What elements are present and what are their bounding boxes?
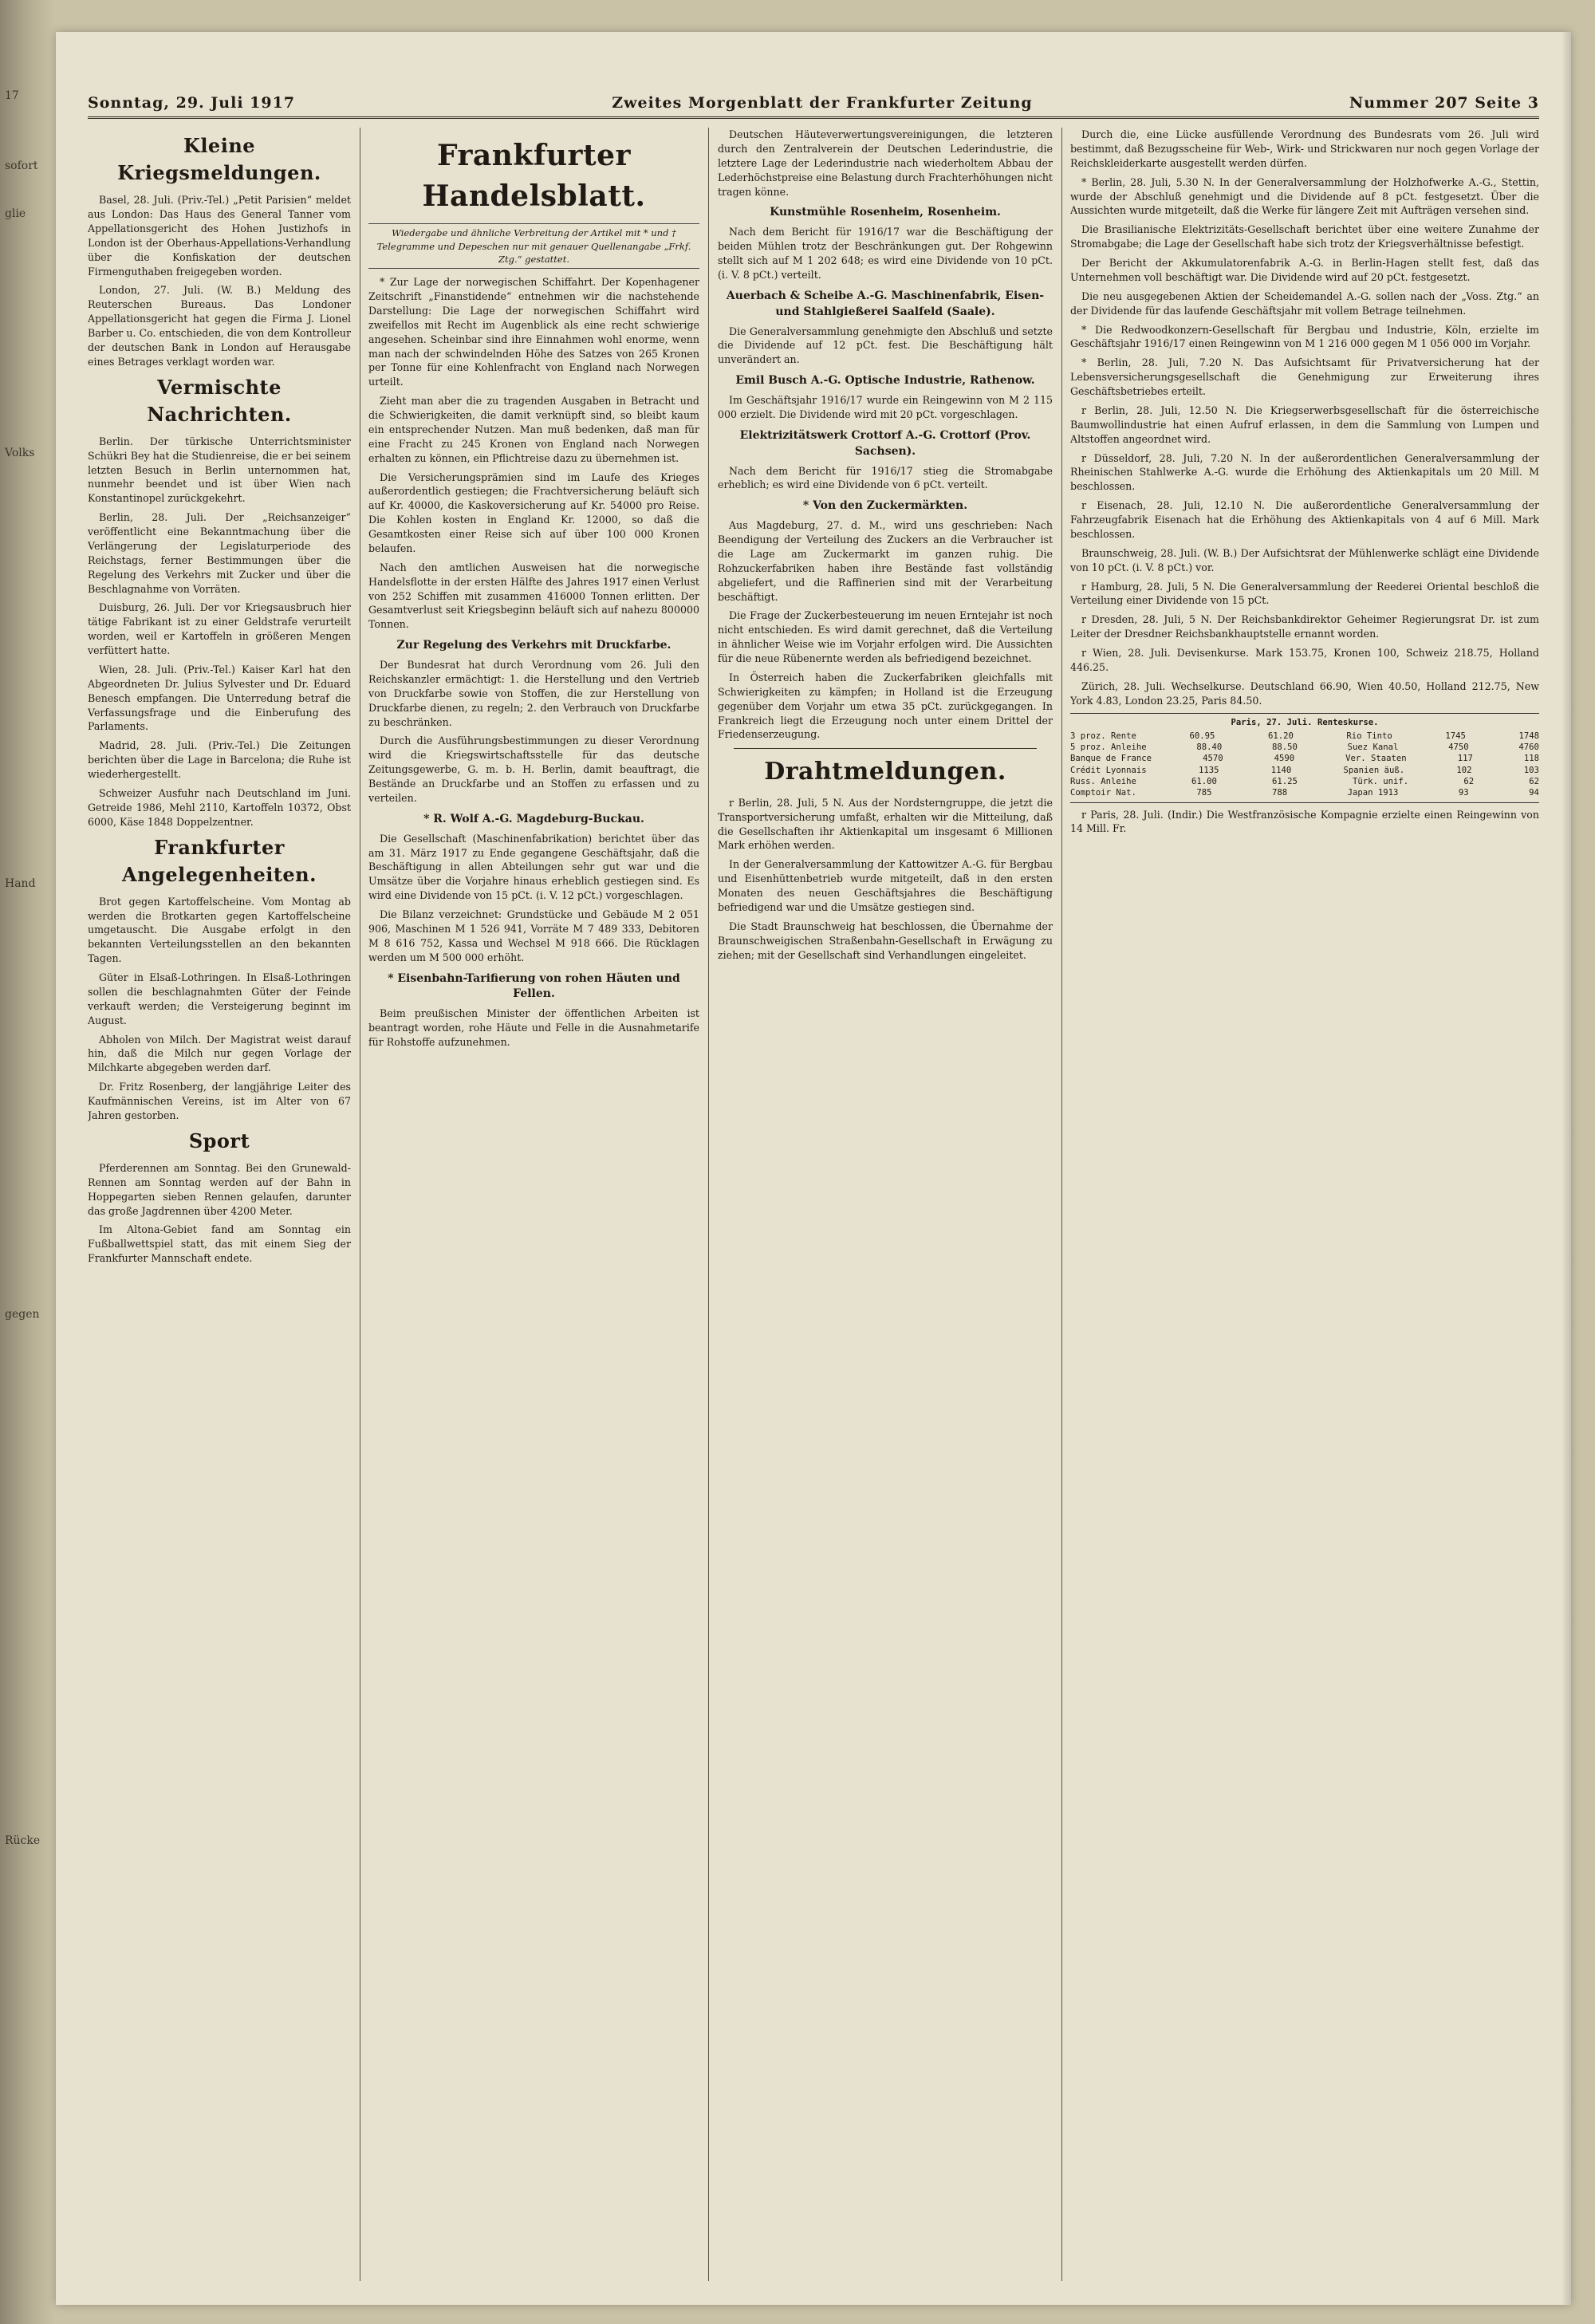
table-cell: 103 <box>1523 765 1539 775</box>
article-paragraph: * Berlin, 28. Juli, 7.20 N. Das Aufsichtsamt für Privatversicherung hat der Lebensversicherungsgesellschaft die Genehmigung zur Erweiterung ihres Geschäftsbetriebes erteilt. <box>1070 356 1539 397</box>
newspaper-page <box>56 32 1571 2305</box>
article-paragraph: Pferderennen am Sonntag. Bei den Grunewald-Rennen am Sonntag werden auf der Bahn in Hoppegarten sieben Rennen gelaufen, darunter das große Jagdrennen über 4200 Meter. <box>88 1161 351 1217</box>
article-paragraph: Die Brasilianische Elektrizitäts-Gesellschaft berichtet über eine weitere Zunahme der Stromabgabe; die Lage der Gesellschaft habe sich trotz der Kriegsverhältnisse befestigt. <box>1070 223 1539 250</box>
table-body <box>1070 731 1539 799</box>
masthead-page-number: Nummer 207 Seite 3 <box>1349 94 1539 112</box>
article-paragraph: Aus Magdeburg, 27. d. M., wird uns geschrieben: Nach Beendigung der Verteilung des Zuckers an die Verbraucher ist die Lage am Zuckermarkt im ganzen ruhig. Die Rohzuckerfabriken haben ihre Bestände fast vollständig abgeliefert, und die Raffinerien sind mit der Verarbeitung beschäftigt. <box>718 519 1053 603</box>
article-paragraph: * Die Redwoodkonzern-Gesellschaft für Bergbau und Industrie, Köln, erzielte im Geschäftsjahr 1916/17 einen Reingewinn von M 1 216 000 gegen M 1 056 000 im Vorjahr. <box>1070 323 1539 350</box>
article-paragraph: Durch die, eine Lücke ausfüllende Verordnung des Bundesrats vom 26. Juli wird bestimmt, daß Bezugsscheine für Web-, Wirk- und Strickwaren nur noch gegen Vorlage der Reichskleiderkarte ausgestellt werden dürfen. <box>1070 128 1539 169</box>
article-paragraph: Deutschen Häuteverwertungsvereinigungen, die letzteren durch den Zentralverein der Deutschen Lederindustrie, die letztere Lage der Lederindustrie nach wiederholtem Abbau der Lederhöchstpreise eine Belastung durch Frachterhöhungen nicht tragen könne. <box>718 128 1053 198</box>
article-paragraph: Die Bilanz verzeichnet: Grundstücke und Gebäude M 2 051 906, Maschinen M 1 526 941, Vorräte M 7 489 333, Debitoren M 8 616 752, Kassa und Wechsel M 918 666. Die Rücklagen werden um M 500 000 erhöht. <box>368 908 699 963</box>
table-cell: 118 <box>1523 754 1539 764</box>
column-rule <box>1061 128 1062 2281</box>
article-paragraph: Basel, 28. Juli. (Priv.-Tel.) „Petit Parisien“ meldet aus London: Das Haus des General Tanner vom Appellationsgericht des Hohen Justizhofs in London ist der Oberhaus-Appellations-Verhandlung über die Konfiskation der deutschen Firmenguthaben freigegeben worden. <box>88 194 351 278</box>
adjacent-page-edge <box>0 0 54 2324</box>
article-paragraph: Zürich, 28. Juli. Wechselkurse. Deutschland 66.90, Wien 40.50, Holland 212.75, New York 4.83, London 23.25, Paris 84.50. <box>1070 679 1539 707</box>
article-paragraph: Nach dem Bericht für 1916/17 stieg die Stromabgabe erheblich; es wird eine Dividende von 6 pCt. verteilt. <box>718 464 1053 491</box>
table-row <box>1070 776 1539 787</box>
masthead <box>88 72 1539 119</box>
table-row <box>1070 742 1539 753</box>
article-paragraph: Im Altona-Gebiet fand am Sonntag ein Fußballwettspiel statt, das mit einem Sieg der Frankfurter Mannschaft endete. <box>88 1223 351 1265</box>
column-4 <box>1070 128 1539 2281</box>
article-paragraph: r Berlin, 28. Juli, 12.50 N. Die Kriegserwerbsgesellschaft für die österreichische Baumwollindustrie hat einen Aufruf erlassen, in dem die Sammlung von Lumpen und Altstoffen angeordnet wird. <box>1070 404 1539 445</box>
table-cell: 61.20 <box>1267 731 1294 741</box>
column-2 <box>368 128 699 2281</box>
section-heading-drahtmeldungen: Drahtmeldungen. <box>764 758 1006 786</box>
table-cell: 4750 <box>1448 742 1469 753</box>
article-paragraph: Die Generalversammlung genehmigte den Abschluß und setzte die Dividende auf 12 pCt. fest. Die Beschäftigung hält unverändert an. <box>718 325 1053 366</box>
table-cell: 102 <box>1456 765 1472 775</box>
article-paragraph: Im Geschäftsjahr 1916/17 wurde ein Reingewinn von M 2 115 000 erzielt. Die Dividende wird mit 20 pCt. vorgeschlagen. <box>718 394 1053 420</box>
table-row <box>1070 765 1539 776</box>
edge-fragment: sofort <box>5 160 38 172</box>
exchange-rate-table <box>1070 713 1539 803</box>
table-cell: 88.40 <box>1196 742 1223 753</box>
article-heading: Zur Regelung des Verkehrs mit Druckfarbe. <box>396 639 671 652</box>
article-paragraph: Duisburg, 26. Juli. Der vor Kriegsausbruch hier tätige Fabrikant ist zu einer Geldstrafe verurteilt worden, weil er Kartoffeln in größeren Mengen verfüttert hatte. <box>88 601 351 657</box>
table-cell: 785 <box>1196 788 1212 798</box>
table-cell: 62 <box>1463 776 1475 786</box>
article-paragraph: r Paris, 28. Juli. (Indir.) Die Westfranzösische Kompagnie erzielte einen Reingewinn von 14 Mill. Fr. <box>1070 808 1539 835</box>
edge-fragment: glie <box>5 207 26 220</box>
article-paragraph: Die neu ausgegebenen Aktien der Scheidemandel A.-G. sollen nach der „Voss. Ztg.“ an der Dividende für das laufende Geschäftsjahr mit vollem Betrage teilnehmen. <box>1070 290 1539 317</box>
reprint-notice: Wiedergabe und ähnliche Verbreitung der Artikel mit * und † Telegramme und Depeschen nur mit genauer Quellenangabe „Frkf. Ztg.“ gestattet. <box>368 223 699 269</box>
article-paragraph: * Zur Lage der norwegischen Schiffahrt. Der Kopenhagener Zeitschrift „Finanstidende“ entnehmen wir die nachstehende Darstellung: Die Lage der norwegischen Schiffahrt wird zweifellos mit Recht im Augenblick als eine recht schwierige angesehen. Scheinbar sind ihre Einnahmen wohl enorme, wenn man nach der schwindelnden Höhe des Satzes von 265 Kronen per Tonne für eine Kohlenfracht von England nach Norwegen urteilt. <box>368 276 699 388</box>
article-paragraph: Nach den amtlichen Ausweisen hat die norwegische Handelsflotte in der ersten Hälfte des Jahres 1917 einen Verlust von 252 Schiffen mit zusammen 416000 Tonnen erlitten. Der Gesamtverlust seit Kriegsbeginn beläuft sich auf nahezu 800000 Tonnen. <box>368 561 699 631</box>
article-paragraph: Die Frage der Zuckerbesteuerung im neuen Erntejahr ist noch nicht entschieden. Es wird damit gerechnet, daß die Verteilung in ähnlicher Weise wie im Vorjahr erfolgen wird. Die Aussichten für die neue Rübenernte werden als befriedigend bezeichnet. <box>718 609 1053 664</box>
table-cell: 788 <box>1272 788 1288 798</box>
article-paragraph: Die Stadt Braunschweig hat beschlossen, die Übernahme der Braunschweigischen Straßenbahn-Gesellschaft in Erwägung zu ziehen; mit der Gesellschaft sind Verhandlungen eingeleitet. <box>718 920 1053 961</box>
table-cell: 4590 <box>1274 754 1295 764</box>
table-cell: 5 proz. Anleihe <box>1070 742 1147 753</box>
article-paragraph: Der Bundesrat hat durch Verordnung vom 26. Juli den Reichskanzler ermächtigt: 1. die Herstellung und den Vertrieb von Druckfarbe sowie von Stoffen, die zur Herstellung von Druckfarbe dienen, zu regeln; 2. den Verbrauch von Druckfarbe zu beschränken. <box>368 659 699 728</box>
article-paragraph: Brot gegen Kartoffelscheine. Vom Montag ab werden die Brotkarten gegen Kartoffelscheine umgetauscht. Die Ausgabe erfolgt in den bekannten Verteilungsstellen an den bekannten Tagen. <box>88 895 351 965</box>
table-cell: 1745 <box>1445 731 1466 741</box>
table-cell: 1748 <box>1518 731 1539 741</box>
article-paragraph: Dr. Fritz Rosenberg, der langjährige Leiter des Kaufmännischen Vereins, ist im Alter von 67 Jahren gestorben. <box>88 1081 351 1121</box>
article-paragraph: Berlin. Der türkische Unterrichtsminister Schükri Bey hat die Studienreise, die er bei seinem letzten Besuch in Berlin unternommen hat, nunmehr beendet und ist über Wien nach Konstantinopel zurückgekehrt. <box>88 435 351 505</box>
section-heading-angelegenheiten: Frankfurter Angelegenheiten. <box>121 835 317 886</box>
article-heading: Elektrizitätswerk Crottorf A.-G. Crottorf (Prov. Sachsen). <box>739 428 1031 458</box>
page-fold-shadow <box>1562 32 1571 2305</box>
table-cell: 3 proz. Rente <box>1070 731 1136 741</box>
divider <box>734 748 1037 749</box>
column-3 <box>718 128 1053 2281</box>
article-paragraph: Durch die Ausführungsbestimmungen zu dieser Verordnung wird die Kriegswirtschaftsstelle für das deutsche Zeitungsgewerbe, G. m. b. H. Berlin, damit beauftragt, die Bestände an Druckfarbe und an Stoffen zu erfassen und zu verteilen. <box>368 735 699 804</box>
article-paragraph: Nach dem Bericht für 1916/17 war die Beschäftigung der beiden Mühlen trotz der Beschränkungen gut. Der Rohgewinn stellt sich auf M 1 202 648; es wird eine Dividende von 10 pCt. (i. V. 8 pCt.) verteilt. <box>718 226 1053 281</box>
table-cell: 60.95 <box>1189 731 1215 741</box>
table-cell: 4760 <box>1518 742 1539 753</box>
article-paragraph: Schweizer Ausfuhr nach Deutschland im Juni. Getreide 1986, Mehl 2110, Kartoffeln 10372, Obst 6000, Käse 1848 Doppelzentner. <box>88 786 351 828</box>
table-cell: Russ. Anleihe <box>1070 776 1136 786</box>
table-cell: 1140 <box>1270 765 1292 775</box>
table-cell: 94 <box>1529 788 1539 798</box>
column-1 <box>88 128 351 2281</box>
section-heading-handelsblatt: Frankfurter Handelsblatt. <box>422 139 646 214</box>
table-cell: Spanien äuß. <box>1343 765 1405 775</box>
article-paragraph: Zieht man aber die zu tragenden Ausgaben in Betracht und die Schwierigkeiten, die damit verknüpft sind, so bleibt kaum ein entsprechender Nutzen. Man muß bedenken, daß man für eine Fracht zu 245 Kronen von England nach Norwegen erhalten zu können, ein Pflichtreise dazu zu übernehmen ist. <box>368 395 699 464</box>
table-cell: Crédit Lyonnais <box>1070 765 1147 775</box>
article-paragraph: Abholen von Milch. Der Magistrat weist darauf hin, daß die Milch nur gegen Vorlage der Milchkarte abgegeben werden darf. <box>88 1033 351 1074</box>
article-paragraph: r Hamburg, 28. Juli, 5 N. Die Generalversammlung der Reederei Oriental beschloß die Verteilung einer Dividende von 15 pCt. <box>1070 580 1539 607</box>
article-paragraph: Berlin, 28. Juli. Der „Reichsanzeiger“ veröffentlicht eine Bekanntmachung über die Verlängerung der Legislaturperiode des Reichstags, ferner Bestimmungen über die Regelung des Verkehrs mit Zucker und über die Beschlagnahme von Vorräten. <box>88 511 351 595</box>
edge-fragment: Volks <box>5 447 35 459</box>
article-heading: * R. Wolf A.-G. Magdeburg-Buckau. <box>423 812 644 825</box>
article-paragraph: r Dresden, 28. Juli, 5 N. Der Reichsbankdirektor Geheimer Regierungsrat Dr. ist zum Leiter der Dresdner Reichsbankhauptstelle ernannt worden. <box>1070 613 1539 640</box>
table-cell: Banque de France <box>1070 754 1152 764</box>
article-paragraph: Güter in Elsaß-Lothringen. In Elsaß-Lothringen sollen die beschlagnahmten Güter der Feinde verkauft werden; die Versteigerung beginnt im August. <box>88 971 351 1026</box>
table-row <box>1070 787 1539 798</box>
table-cell: 1135 <box>1198 765 1219 775</box>
article-paragraph: r Berlin, 28. Juli, 5 N. Aus der Nordsterngruppe, die jetzt die Transportversicherung umfaßt, erhalten wir die Mitteilung, daß die Gesellschaften ihr Aktienkapital um insgesamt 6 Millionen Mark erhöhen werden. <box>718 796 1053 852</box>
table-cell: 117 <box>1457 754 1473 764</box>
section-heading-sport: Sport <box>188 1129 250 1152</box>
article-paragraph: Braunschweig, 28. Juli. (W. B.) Der Aufsichtsrat der Mühlenwerke schlägt eine Dividende von 10 pCt. (i. V. 8 pCt.) vor. <box>1070 546 1539 573</box>
article-heading: Kunstmühle Rosenheim, Rosenheim. <box>770 206 1001 219</box>
table-cell: Japan 1913 <box>1347 788 1399 798</box>
article-heading: Emil Busch A.-G. Optische Industrie, Rathenow. <box>735 374 1035 388</box>
article-paragraph: In der Generalversammlung der Kattowitzer A.-G. für Bergbau und Eisenhüttenbetrieb wurde mitgeteilt, daß in den ersten Monaten des neuen Geschäftsjahres die Beschäftigung befriedigend war und die Umsätze gestiegen sind. <box>718 858 1053 913</box>
article-paragraph: * Berlin, 28. Juli, 5.30 N. In der Generalversammlung der Holzhofwerke A.-G., Stettin, wurde der Abschluß genehmigt und die Dividende auf 8 pCt. festgesetzt. Über die Aussichten wurde mitgeteilt, daß die Werke für längere Zeit mit Aufträgen versehen sind. <box>1070 175 1539 217</box>
table-cell: 4570 <box>1203 754 1223 764</box>
article-paragraph: Der Bericht der Akkumulatorenfabrik A.-G. in Berlin-Hagen stellt fest, daß das Unternehmen voll beschäftigt war. Die Dividende wird auf 20 pCt. festgesetzt. <box>1070 257 1539 283</box>
table-title: Paris, 27. Juli. Renteskurse. <box>1231 717 1379 727</box>
article-heading: Auerbach & Scheibe A.-G. Maschinenfabrik, Eisen- und Stahlgießerei Saalfeld (Saale). <box>726 289 1045 318</box>
article-heading: * Eisenbahn-Tarifierung von rohen Häuten und Fellen. <box>388 971 680 1001</box>
edge-fragment: gegen <box>5 1308 40 1321</box>
columns <box>88 128 1539 2289</box>
table-cell: 62 <box>1529 776 1539 786</box>
article-paragraph: r Wien, 28. Juli. Devisenkurse. Mark 153.75, Kronen 100, Schweiz 218.75, Holland 446.25. <box>1070 647 1539 673</box>
edge-fragment: 17 <box>5 89 19 102</box>
masthead-title: Zweites Morgenblatt der Frankfurter Zeitung <box>612 94 1033 112</box>
table-cell: Suez Kanal <box>1347 742 1399 753</box>
article-paragraph: Madrid, 28. Juli. (Priv.-Tel.) Die Zeitungen berichten über die Lage in Barcelona; die Ruhe ist wiederhergestellt. <box>88 739 351 781</box>
table-cell: 61.00 <box>1191 776 1217 786</box>
table-cell: 93 <box>1458 788 1469 798</box>
article-paragraph: In Österreich haben die Zuckerfabriken gleichfalls mit Schwierigkeiten zu kämpfen; in Holland ist die Erzeugung gegenüber dem Vorjahr um etwa 35 pCt. zurückgegangen. In Frankreich liegt die Erzeugung noch unter einem Drittel der Friedenserzeugung. <box>718 671 1053 741</box>
article-paragraph: London, 27. Juli. (W. B.) Meldung des Reuterschen Bureaus. Das Londoner Appellationsgericht hat gegen die Firma J. Lionel Barber u. Co. entschieden, die von dem Kontrolleur der deutschen Bank in London auf Herausgabe eines Betrages verklagt worden war. <box>88 284 351 368</box>
table-row <box>1070 753 1539 764</box>
article-paragraph: Die Versicherungsprämien sind im Laufe des Krieges außerordentlich gestiegen; die Frachtversicherung beläuft sich auf Kr. 40000, die Kaskoversicherung auf Kr. 54000 pro Reise. Die Kohlen kosten in England Kr. 12000, so daß die Gesamtkosten einer Reise sich auf über 100 000 Kronen belaufen. <box>368 471 699 554</box>
column-rule <box>708 128 709 2281</box>
article-paragraph: Die Gesellschaft (Maschinenfabrikation) berichtet über das am 31. März 1917 zu Ende gegangene Geschäftsjahr, daß die Beschäftigung in allen Abteilungen sehr gut war und die Umsätze über die Vorjahre hinaus erheblich gestiegen sind. Es wird eine Dividende von 15 pCt. (i. V. 12 pCt.) vorgeschlagen. <box>368 832 699 902</box>
article-paragraph: r Eisenach, 28. Juli, 12.10 N. Die außerordentliche Generalversammlung der Fahrzeugfabrik Eisenach hat die Erhöhung des Aktienkapitals von 4 auf 6 Mill. Mark beschlossen. <box>1070 499 1539 540</box>
edge-fragment: Hand <box>5 877 36 890</box>
table-cell: Türk. unif. <box>1353 776 1409 786</box>
section-heading-vermischte: Vermischte Nachrichten. <box>147 375 292 426</box>
edge-fragment: Rücke <box>5 1834 41 1847</box>
table-cell: Rio Tinto <box>1346 731 1392 741</box>
article-paragraph: r Düsseldorf, 28. Juli, 7.20 N. In der außerordentlichen Generalversammlung der Rheinischen Stahlwerke A.-G. wurde die Erhöhung des Aktienkapitals um 20 Mill. M beschlossen. <box>1070 451 1539 493</box>
table-row <box>1070 731 1539 742</box>
article-paragraph: Beim preußischen Minister der öffentlichen Arbeiten ist beantragt worden, rohe Häute und Felle in die Ausnahmetarife für Rohstoffe aufzunehmen. <box>368 1007 699 1049</box>
table-cell: 61.25 <box>1272 776 1298 786</box>
table-cell: Comptoir Nat. <box>1070 788 1136 798</box>
article-heading: * Von den Zuckermärkten. <box>802 499 968 513</box>
table-cell: Ver. Staaten <box>1345 754 1407 764</box>
section-heading-kriegsmeldungen: Kleine Kriegsmeldungen. <box>117 134 321 185</box>
article-paragraph: Wien, 28. Juli. (Priv.-Tel.) Kaiser Karl hat den Abgeordneten Dr. Julius Sylvester und Dr. Eduard Benesch empfangen. Die Unterredung betraf die Verfassungsfrage und die Einberufung des Parlaments. <box>88 663 351 733</box>
masthead-date: Sonntag, 29. Juli 1917 <box>88 94 296 112</box>
table-cell: 88.50 <box>1272 742 1298 753</box>
